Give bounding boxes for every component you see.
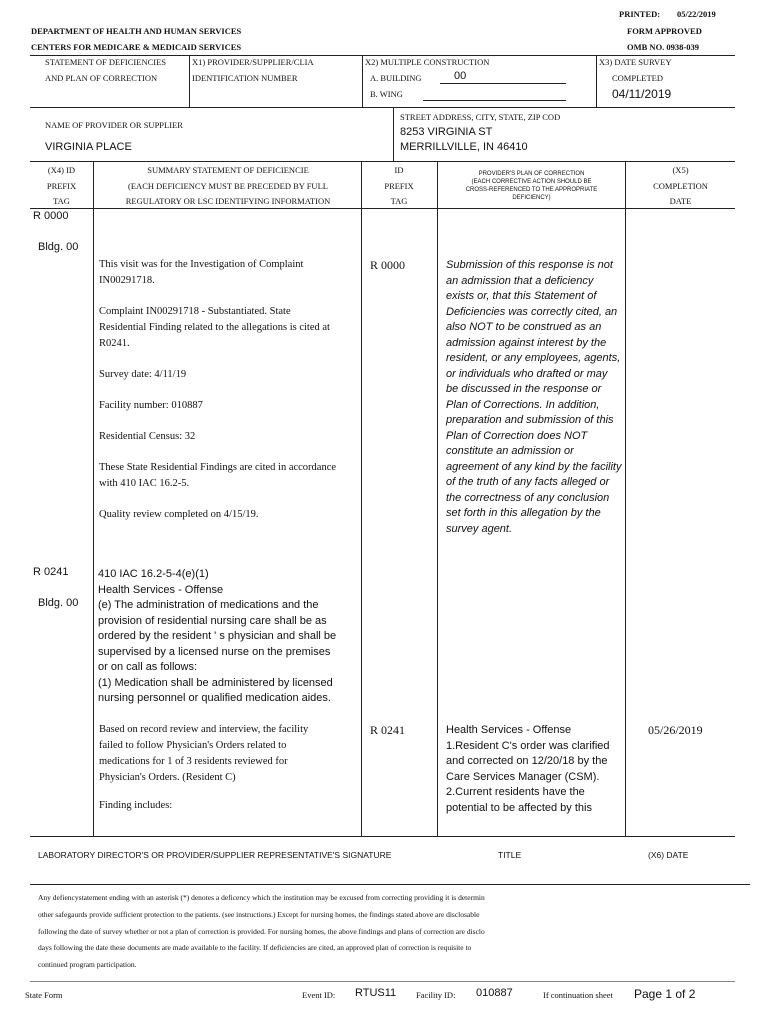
x2-label: X2) MULTIPLE CONSTRUCTION — [365, 57, 490, 67]
summary-paragraph: This visit was for the Investigation of Complaint IN00291718. — [99, 259, 304, 286]
plan-subheader: (EACH CORRECTIVE ACTION SHOULD BE — [471, 179, 592, 185]
r0241-finding: Based on record review and interview, the facility failed to follow Physician's Orders related to medications for 1 of 3 residents reviewed for Physician's Orders. (Resident C) — [99, 724, 309, 783]
prefix-header: PREFIX — [46, 181, 77, 191]
disclaimer-line: continued program participation. — [38, 960, 137, 969]
summary-paragraph: Residential Census: 32 — [99, 431, 196, 442]
disclaimer-line: Any defiencystatement ending with an asterisk (*) denotes a deficency which the institution may be excused from correcting providing it is determin — [38, 893, 485, 902]
summary-header: SUMMARY STATEMENT OF DEFICIENCIE — [147, 165, 309, 175]
r0241-finding-includes: Finding includes: — [99, 800, 173, 811]
continuation-label: If continuation sheet — [543, 990, 613, 1000]
disclaimer-line: other safegaurds provide sufficient protection to the patients. (see instructions.) Except for nursing homes, the findings stated above are disclosable — [38, 910, 480, 919]
bldg-r0241: Bldg. 00 — [38, 597, 79, 609]
prefix-header-2: PREFIX — [384, 181, 414, 191]
tag-header-2: TAG — [390, 196, 408, 206]
printed-label: PRINTED: — [619, 9, 661, 19]
centers-title: CENTERS FOR MEDICARE & MEDICAID SERVICES — [31, 42, 242, 52]
disclaimer-line: days following the date these documents are made available to the facility. If deficiencies are cited, an approved plan of correction is requisite to — [38, 943, 472, 952]
completion-header: COMPLETION — [653, 181, 708, 191]
x1-id-label: IDENTIFICATION NUMBER — [192, 73, 298, 83]
title-label: TITLE — [498, 850, 522, 860]
id-r0241: R 0241 — [370, 723, 406, 737]
summary-paragraph: Survey date: 4/11/19 — [99, 369, 187, 380]
rule — [30, 836, 735, 837]
summary-paragraph: Complaint IN00291718 - Substantiated. State Residential Finding related to the allegations is cited at R0241. — [99, 306, 330, 349]
x6-date-label: (X6) DATE — [648, 850, 689, 860]
omb-number: OMB NO. 0938-039 — [627, 42, 700, 52]
completion-date-r0241: 05/26/2019 — [648, 723, 703, 737]
street-address: 8253 VIRGINIA ST — [400, 126, 493, 138]
statement-label: STATEMENT OF DEFICIENCIES — [45, 57, 167, 67]
r0241-plan: Health Services - Offense 1.Resident C's order was clarified and corrected on 12/20/18 by the Care Services Manager (CSM). 2.Current residents have the potential to be affected by this — [446, 724, 610, 814]
facility-id-label: Facility ID: — [416, 990, 456, 1000]
department-title: DEPARTMENT OF HEALTH AND HUMAN SERVICES — [31, 26, 242, 36]
signature-label: LABORATORY DIRECTOR'S OR PROVIDER/SUPPLIER REPRESENTATIVE'S SIGNATURE — [38, 850, 392, 860]
provider-name: VIRGINIA PLACE — [45, 141, 132, 153]
building-underline — [440, 83, 566, 84]
summary-paragraph: Quality review completed on 4/15/19. — [99, 509, 259, 520]
summary-subheader-2: REGULATORY OR LSC IDENTIFYING INFORMATION — [125, 196, 331, 206]
r0241-regulation: 410 IAC 16.2-5-4(e)(1) Health Services - Offense (e) The administration of medications and the provision of residential nursing care shall be as ordered by the resident ' s physician and shall be supervised by a licensed nurse on the premises or on call as follows: (1) Medication shall be administered by licensed nursing personnel or qualified medication aides. — [98, 568, 337, 704]
completed-date: 04/11/2019 — [612, 87, 672, 101]
x1-label: X1) PROVIDER/SUPPLIER/CLIA — [192, 57, 314, 67]
column-divider — [625, 161, 626, 836]
x5-header: (X5) — [672, 165, 689, 175]
wing-underline — [423, 100, 566, 101]
bldg-r0000: Bldg. 00 — [38, 241, 79, 253]
rule — [393, 107, 394, 161]
summary-paragraph: These State Residential Findings are cited in accordance with 410 IAC 16.2-5. — [99, 462, 337, 489]
id-r0000: R 0000 — [370, 258, 406, 272]
tag-r0241: R 0241 — [33, 566, 69, 578]
event-id: RTUS11 — [355, 987, 397, 999]
plan-subheader-2: CROSS-REFERENCED TO THE APPROPRIATE — [465, 187, 598, 193]
provider-name-label: NAME OF PROVIDER OR SUPPLIER — [45, 120, 183, 130]
rule — [362, 55, 363, 107]
x4-id-header: (X4) ID — [47, 165, 76, 175]
event-id-label: Event ID: — [302, 990, 336, 1000]
building-value: 00 — [454, 70, 467, 82]
r0000-plan: Submission of this response is not an admission that a deficiency exists or, that this Statement of Deficiencies was correctly cited, an also NOT to be construed as an admission against interest by the resident, or any employees, agents, or individuals who drafted or may be discussed in the response or Plan of Corrections. In addition, preparation and submission of this Plan of Correction does NOT constitute an admission or agreement of any kind by the facility of the truth of any facts alleged or the correctness of any conclusion set forth in this allegation by the survey agent. — [446, 259, 622, 535]
city-state-zip: MERRILLVILLE, IN 46410 — [400, 141, 528, 153]
tag-r0000: R 0000 — [33, 210, 69, 222]
rule — [596, 55, 597, 107]
plan-header: PROVIDER'S PLAN OF CORRECTION — [478, 171, 585, 177]
plan-subheader-3: DEFICIENCY) — [512, 195, 551, 201]
rule — [30, 884, 750, 885]
rule — [30, 208, 735, 209]
building-label: A. BUILDING — [370, 73, 422, 83]
page-number: Page 1 of 2 — [634, 987, 696, 1001]
summary-paragraph: Facility number: 010887 — [99, 400, 203, 411]
wing-label: B. WING — [370, 89, 403, 99]
facility-id: 010887 — [476, 987, 513, 999]
completed-label: COMPLETED — [612, 73, 663, 83]
tag-header: TAG — [53, 196, 70, 206]
column-divider — [361, 161, 362, 836]
address-label: STREET ADDRESS, CITY, STATE, ZIP COD — [400, 112, 561, 122]
column-divider — [437, 161, 438, 836]
id-header: ID — [394, 165, 404, 175]
rule — [30, 981, 735, 982]
state-form-label: State Form — [25, 990, 63, 1000]
rule — [189, 55, 190, 107]
rule — [30, 161, 735, 162]
column-divider — [93, 161, 94, 836]
summary-subheader: (EACH DEFICIENCY MUST BE PRECEDED BY FULL — [128, 181, 328, 191]
x3-label: X3) DATE SURVEY — [599, 57, 672, 67]
rule — [30, 107, 735, 108]
disclaimer-line: following the date of survey whether or not a plan of correction is provided. For nursing homes, the above findings and plans of correction are disclo — [38, 927, 485, 936]
r0000-summary — [99, 257, 339, 538]
form-approved: FORM APPROVED — [627, 26, 702, 36]
rule — [30, 55, 735, 56]
date-header: DATE — [669, 196, 692, 206]
plan-label: AND PLAN OF CORRECTION — [45, 73, 158, 83]
printed-date: 05/22/2019 — [677, 9, 716, 19]
